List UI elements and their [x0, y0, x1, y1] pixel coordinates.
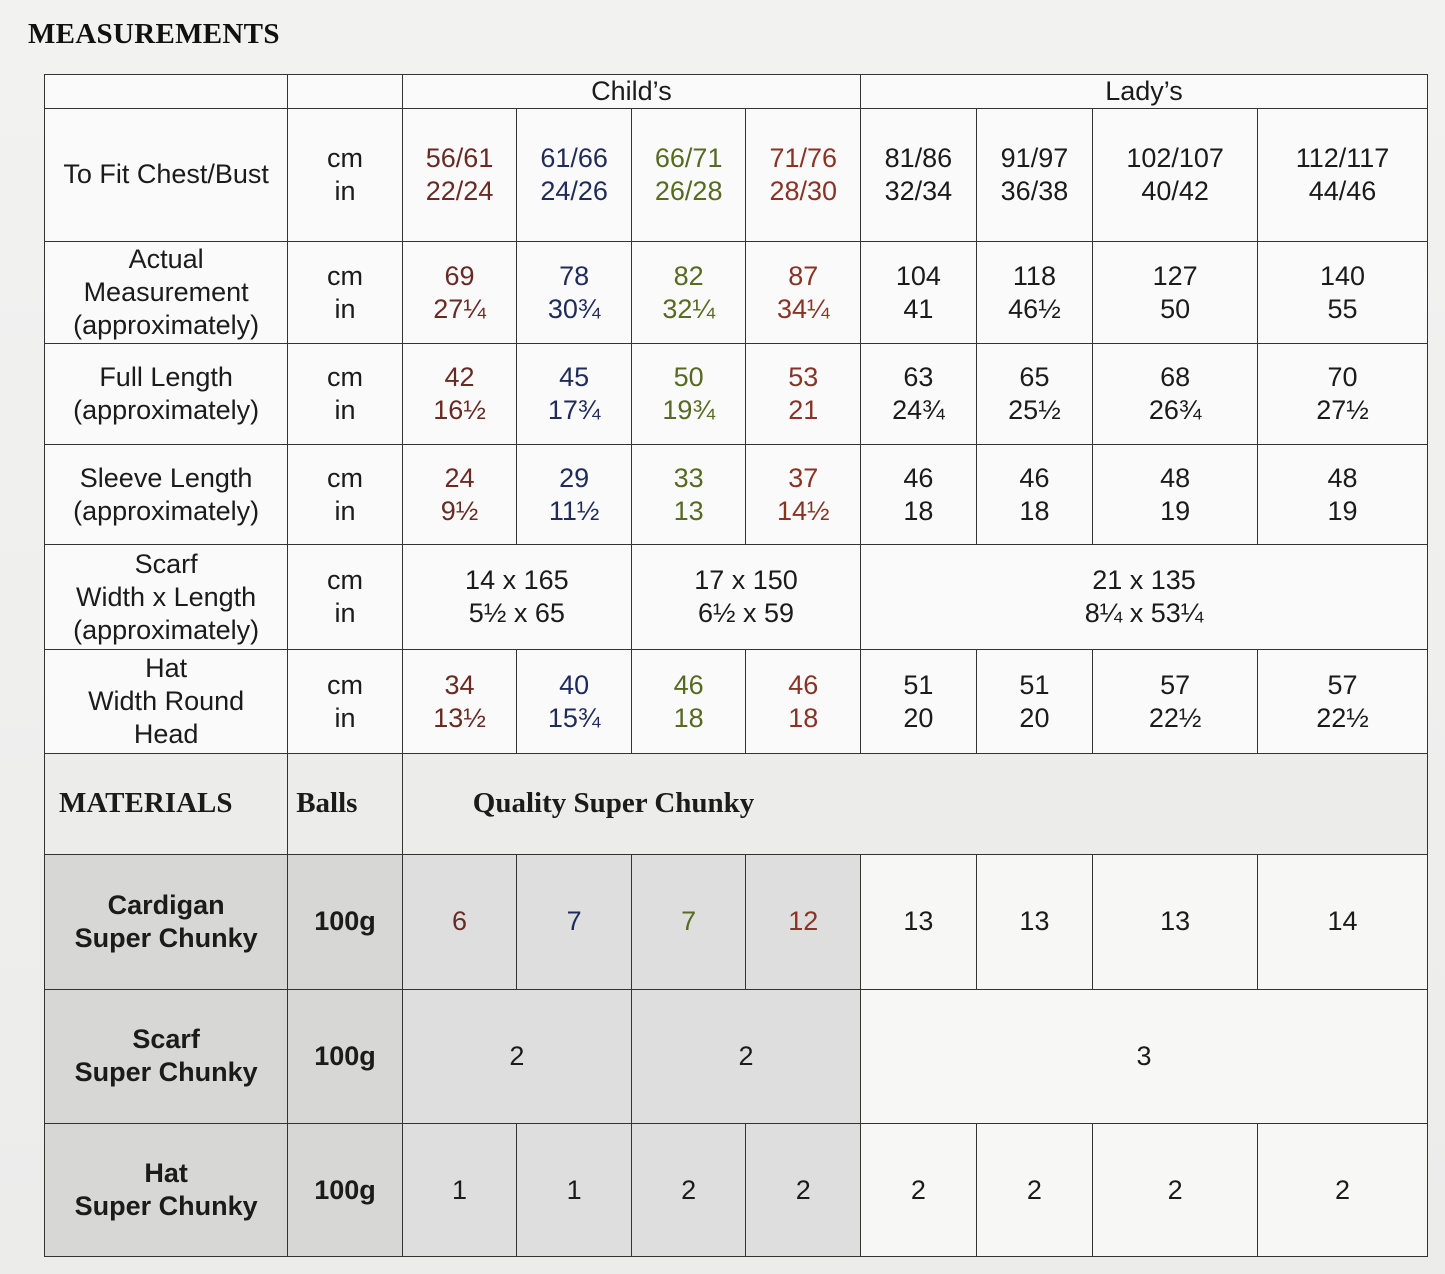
hat-balls-1: 1 — [402, 1124, 517, 1257]
actual-size-4: 87 34¼ — [746, 241, 861, 344]
quality-label: Quality Super Chunky — [402, 754, 1427, 855]
row-label-actual: Actual Measurement (approximately) — [45, 241, 288, 344]
hat-size-1: 34 13½ — [402, 649, 517, 754]
hat-size-3: 46 18 — [631, 649, 746, 754]
balls-label: Balls — [288, 754, 403, 855]
weight-scarf: 100g — [288, 989, 403, 1124]
chest-size-4: 71/76 28/30 — [746, 109, 861, 242]
actual-size-3: 82 32¼ — [631, 241, 746, 344]
row-label-scarf: Scarf Width x Length (approximately) — [45, 545, 288, 650]
cardigan-balls-7: 13 — [1093, 854, 1258, 989]
unit-cell: cm in — [288, 241, 403, 344]
chest-size-8: 112/117 44/46 — [1258, 109, 1428, 242]
sleeve-size-7: 48 19 — [1093, 444, 1258, 545]
materials-row-scarf — [45, 989, 1428, 1124]
length-size-7: 68 26¾ — [1093, 344, 1258, 445]
hat-balls-5: 2 — [861, 1124, 977, 1257]
scarf-balls-medium: 2 — [631, 989, 860, 1124]
row-actual — [45, 241, 1428, 344]
length-size-3: 50 19¾ — [631, 344, 746, 445]
materials-title: MATERIALS — [45, 754, 288, 855]
row-scarf — [45, 545, 1428, 650]
scarf-balls-small: 2 — [402, 989, 631, 1124]
row-length — [45, 344, 1428, 445]
hat-size-5: 51 20 — [861, 649, 977, 754]
cardigan-balls-5: 13 — [861, 854, 977, 989]
row-label-length: Full Length (approximately) — [45, 344, 288, 445]
length-size-1: 42 16½ — [402, 344, 517, 445]
row-hat — [45, 649, 1428, 754]
actual-size-8: 140 55 — [1258, 241, 1428, 344]
hat-size-2: 40 15¾ — [517, 649, 632, 754]
scarf-balls-lady: 3 — [861, 989, 1428, 1124]
weight-cardigan: 100g — [288, 854, 403, 989]
cardigan-balls-6: 13 — [976, 854, 1093, 989]
group-header-child: Child’s — [402, 75, 860, 109]
actual-size-2: 78 30¾ — [517, 241, 632, 344]
hat-size-6: 51 20 — [976, 649, 1093, 754]
hat-balls-2: 1 — [517, 1124, 632, 1257]
sleeve-size-2: 29 11½ — [517, 444, 632, 545]
unit-cell: cm in — [288, 444, 403, 545]
sleeve-size-8: 48 19 — [1258, 444, 1428, 545]
scarf-size-small: 14 x 165 5½ x 65 — [402, 545, 631, 650]
row-chest — [45, 109, 1428, 242]
actual-size-5: 104 41 — [861, 241, 977, 344]
row-label-hat: Hat Width Round Head — [45, 649, 288, 754]
actual-size-7: 127 50 — [1093, 241, 1258, 344]
scarf-size-lady: 21 x 135 8¼ x 53¼ — [861, 545, 1428, 650]
blank-cell — [45, 75, 288, 109]
blank-cell — [288, 75, 403, 109]
length-size-2: 45 17¾ — [517, 344, 632, 445]
cardigan-balls-8: 14 — [1258, 854, 1428, 989]
size-chart — [44, 74, 1428, 1257]
unit-cell: cm in — [288, 545, 403, 650]
scarf-size-medium: 17 x 150 6½ x 59 — [631, 545, 860, 650]
sleeve-size-4: 37 14½ — [746, 444, 861, 545]
row-sleeve — [45, 444, 1428, 545]
hat-size-7: 57 22½ — [1093, 649, 1258, 754]
sleeve-size-3: 33 13 — [631, 444, 746, 545]
materials-row-hat — [45, 1124, 1428, 1257]
material-label-scarf: Scarf Super Chunky — [45, 989, 288, 1124]
cardigan-balls-2: 7 — [517, 854, 632, 989]
cardigan-balls-4: 12 — [746, 854, 861, 989]
measurements-heading: MEASUREMENTS — [28, 18, 280, 50]
group-header-lady: Lady’s — [861, 75, 1428, 109]
chest-size-1: 56/61 22/24 — [402, 109, 517, 242]
hat-balls-8: 2 — [1258, 1124, 1428, 1257]
row-label-sleeve: Sleeve Length (approximately) — [45, 444, 288, 545]
row-label-chest: To Fit Chest/Bust — [45, 109, 288, 242]
length-size-4: 53 21 — [746, 344, 861, 445]
material-label-hat: Hat Super Chunky — [45, 1124, 288, 1257]
hat-balls-6: 2 — [976, 1124, 1093, 1257]
sleeve-size-6: 46 18 — [976, 444, 1093, 545]
measurements-table — [44, 74, 1428, 1257]
materials-header-row — [45, 754, 1428, 855]
actual-size-1: 69 27¼ — [402, 241, 517, 344]
unit-cell: cm in — [288, 649, 403, 754]
group-header-row — [45, 75, 1428, 109]
sleeve-size-1: 24 9½ — [402, 444, 517, 545]
length-size-6: 65 25½ — [976, 344, 1093, 445]
chest-size-5: 81/86 32/34 — [861, 109, 977, 242]
chest-size-6: 91/97 36/38 — [976, 109, 1093, 242]
hat-balls-3: 2 — [631, 1124, 746, 1257]
hat-size-4: 46 18 — [746, 649, 861, 754]
hat-balls-7: 2 — [1093, 1124, 1258, 1257]
length-size-8: 70 27½ — [1258, 344, 1428, 445]
sleeve-size-5: 46 18 — [861, 444, 977, 545]
chest-size-7: 102/107 40/42 — [1093, 109, 1258, 242]
actual-size-6: 118 46½ — [976, 241, 1093, 344]
unit-cell: cm in — [288, 109, 403, 242]
unit-cell: cm in — [288, 344, 403, 445]
chest-size-2: 61/66 24/26 — [517, 109, 632, 242]
length-size-5: 63 24¾ — [861, 344, 977, 445]
cardigan-balls-3: 7 — [631, 854, 746, 989]
chest-size-3: 66/71 26/28 — [631, 109, 746, 242]
materials-row-cardigan — [45, 854, 1428, 989]
weight-hat: 100g — [288, 1124, 403, 1257]
hat-balls-4: 2 — [746, 1124, 861, 1257]
material-label-cardigan: Cardigan Super Chunky — [45, 854, 288, 989]
cardigan-balls-1: 6 — [402, 854, 517, 989]
hat-size-8: 57 22½ — [1258, 649, 1428, 754]
